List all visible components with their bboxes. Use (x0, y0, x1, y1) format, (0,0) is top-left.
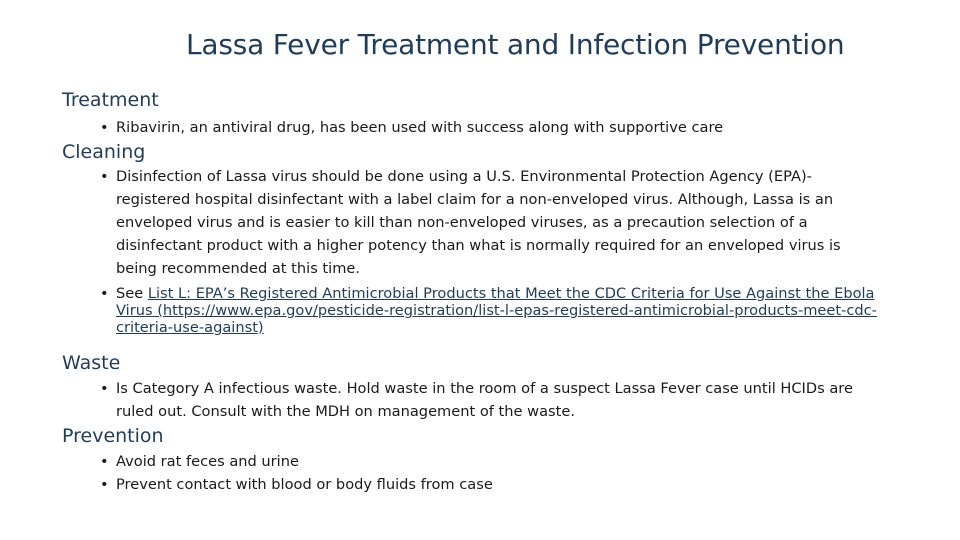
bullet-waste-1 (100, 377, 880, 423)
slide-title: Lassa Fever Treatment and Infection Prevention (186, 28, 845, 61)
heading-treatment: Treatment (62, 89, 159, 111)
bullet-dot: • (100, 380, 109, 397)
bullet-text: Is Category A infectious waste. Hold waste in the room of a suspect Lassa Fever case until HCIDs are ruled out. Consult with the MDH on management of the waste. (116, 380, 853, 420)
bullet-text: Prevent contact with blood or body fluids from case (116, 476, 493, 493)
bullet-dot: • (100, 119, 109, 136)
bullet-prevention-1 (100, 450, 880, 473)
bullet-text (116, 285, 880, 336)
bullet-treatment-1 (100, 116, 880, 139)
bullet-text: Avoid rat feces and urine (116, 453, 299, 470)
see-prefix: See (116, 285, 148, 302)
heading-waste: Waste (62, 352, 121, 374)
bullet-dot: • (100, 168, 109, 185)
bullet-cleaning-1 (100, 165, 880, 280)
bullet-dot: • (100, 285, 109, 302)
heading-prevention: Prevention (62, 425, 164, 447)
bullet-dot: • (100, 476, 109, 493)
bullet-dot: • (100, 453, 109, 470)
bullet-cleaning-see (100, 285, 880, 336)
heading-cleaning: Cleaning (62, 141, 146, 163)
epa-list-l-link[interactable]: List L: EPA’s Registered Antimicrobial Products that Meet the CDC Criteria for Use Against the Ebola Virus (https://www.epa.gov/pesticide-registration/list-l-epas-registered-antimicrobial-products-meet-cdc-criteria-use-against) (116, 285, 877, 336)
bullet-text: Disinfection of Lassa virus should be done using a U.S. Environmental Protection Agency (EPA)-registered hospital disinfectant with a label claim for a non-enveloped virus. Although, Lassa is an enveloped virus and is easier to kill than non-enveloped viruses, as a precaution selection of a disinfectant product with a higher potency than what is normally required for an enveloped virus is being recommended at this time. (116, 168, 841, 277)
bullet-prevention-2 (100, 473, 880, 496)
bullet-text: Ribavirin, an antiviral drug, has been used with success along with supportive care (116, 119, 724, 136)
